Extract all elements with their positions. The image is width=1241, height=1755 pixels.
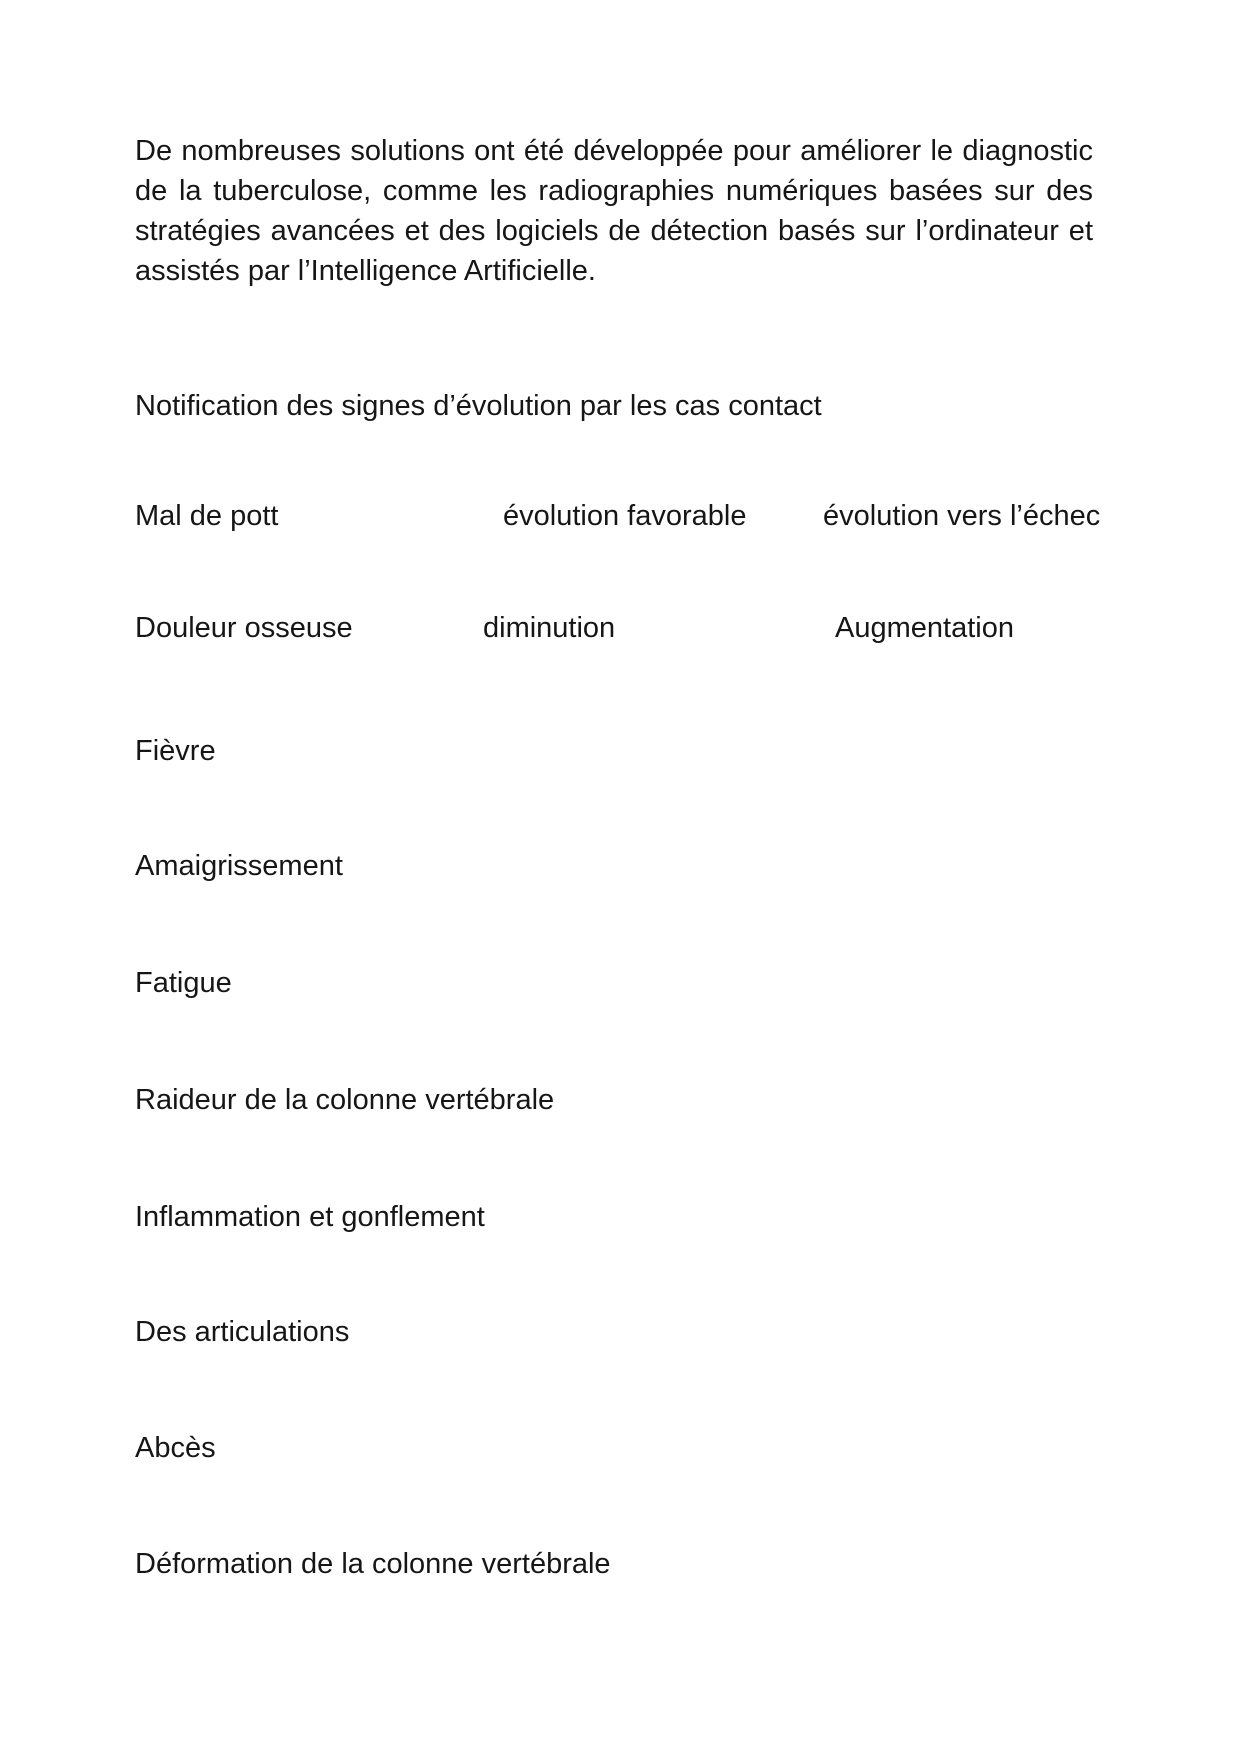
paragraph-line: assistés par l’Intelligence Artificielle. <box>135 255 596 287</box>
paragraph-line: de la tuberculose, comme les radiographies numériques basées sur des <box>135 175 1093 207</box>
paragraph-line: stratégies avancées et des logiciels de détection basés sur l’ordinateur et <box>135 215 1093 247</box>
symptom-item: Fatigue <box>135 967 232 999</box>
symptom-item: Raideur de la colonne vertébrale <box>135 1084 555 1116</box>
table-cell-symptom: Douleur osseuse <box>135 612 353 644</box>
symptom-item: Inflammation et gonflement <box>135 1201 485 1233</box>
table-cell-diminution: diminution <box>483 612 616 644</box>
table-cell-augmentation: Augmentation <box>835 612 1014 644</box>
symptom-item: Amaigrissement <box>135 850 343 882</box>
intro-paragraph <box>135 131 1093 291</box>
table-cell-failure-evolution: évolution vers l’échec <box>823 500 1101 532</box>
table-row-douleur-osseuse <box>135 608 1105 648</box>
section-heading: Notification des signes d’évolution par les cas contact <box>135 390 822 422</box>
paragraph-line: De nombreuses solutions ont été développée pour améliorer le diagnostic <box>135 135 1093 167</box>
symptom-item: Déformation de la colonne vertébrale <box>135 1548 611 1580</box>
symptom-item: Abcès <box>135 1432 216 1464</box>
table-cell-condition: Mal de pott <box>135 500 279 532</box>
table-cell-favorable-evolution: évolution favorable <box>503 500 747 532</box>
symptom-item: Des articulations <box>135 1316 350 1348</box>
symptom-item: Fièvre <box>135 735 216 767</box>
table-row-mal-de-pott <box>135 496 1105 536</box>
